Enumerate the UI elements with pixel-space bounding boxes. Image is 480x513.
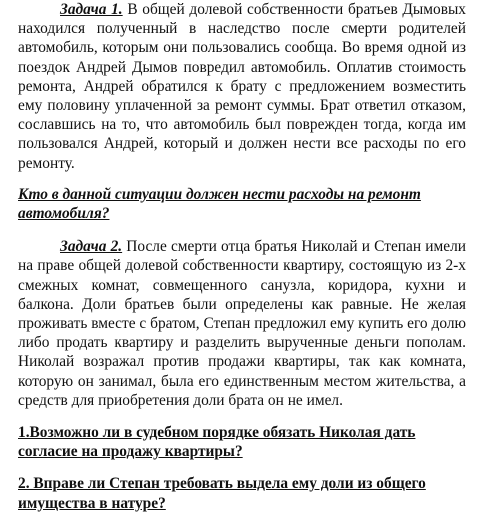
task-1-question: Кто в данной ситуации должен нести расходы на ремонт автомобиля?: [18, 185, 421, 223]
task-2-question-1: 1.Возможно ли в судебном порядке обязать Николая дать согласие на продажу квартиры?: [18, 424, 416, 461]
task-1-text: В общей долевой собственности братьев Дымовых находился полученный в наследство после смерти родителей автомобиль, которым они пользовались сообща. Во время одной из поездок Андрей Дымов повредил автомобиль. Оплатив стоимость ремонта, Андрей обратился к брату с предложением возместить ему половину уплаченной за ремонт суммы. Брат ответил отказом, сославшись на то, что автомобиль был поврежден тогда, когда им пользовался Андрей, который и должен нести все расходы по его ремонту.: [18, 1, 466, 172]
task-1-paragraph: [18, 0, 466, 173]
task-2-label: Задача 2.: [60, 238, 123, 256]
task-1-label: Задача 1.: [60, 1, 123, 18]
task-2-text: После смерти отца братья Николай и Степан имели на праве общей долевой собственности квартиру, состоящую из 2-х смежных комнат, совмещенного санузла, коридора, кухни и балкона. Доли братьев были определены как равные. Не желая проживать вместе с братом, Степан предложил ему купить его долю либо продать квартиру и разделить вырученные деньги пополам. Николай возражал против продажи квартиры, так как комната, которую он занимал, была его единственным местом жительства, а средств для приобретения доли брата он не имел.: [18, 238, 466, 409]
task-2-question-2: 2. Вправе ли Степан требовать выдела ему доли из общего имущества в натуре?: [18, 475, 426, 512]
task-2-paragraph: [18, 237, 466, 410]
